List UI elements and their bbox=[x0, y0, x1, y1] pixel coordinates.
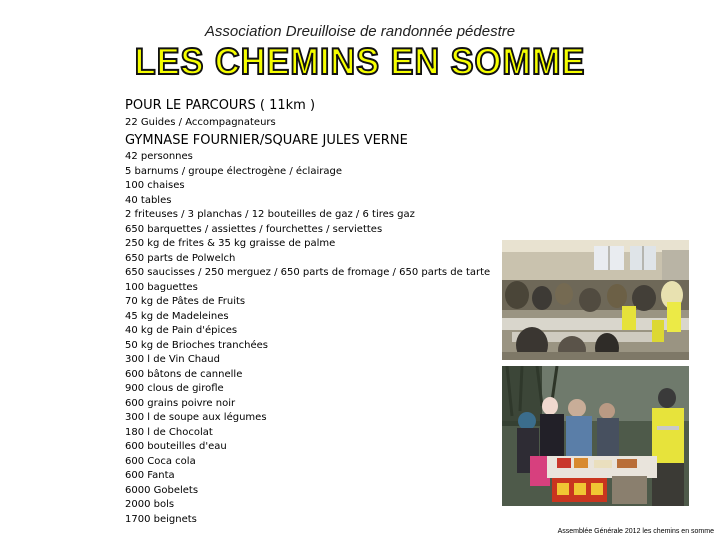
list-item: 600 bâtons de cannelle bbox=[125, 368, 243, 380]
list-item: 40 kg de Pain d'épices bbox=[125, 325, 238, 337]
list-item: 100 chaises bbox=[125, 180, 185, 192]
list-item: 2000 bols bbox=[125, 499, 175, 511]
list-item: 300 l de soupe aux légumes bbox=[125, 412, 267, 424]
footer-caption: Assemblée Générale 2012 les chemins en somme bbox=[557, 528, 714, 535]
refreshment-stand-photo bbox=[502, 366, 689, 506]
list-item: 600 bouteilles d'eau bbox=[125, 441, 227, 453]
guides-count: 22 Guides / Accompagnateurs bbox=[125, 117, 276, 128]
list-item: 600 Fanta bbox=[125, 470, 175, 482]
section-heading-gymnase: GYMNASE FOURNIER/SQUARE JULES VERNE bbox=[125, 133, 408, 149]
list-item: 70 kg de Pâtes de Fruits bbox=[125, 296, 246, 308]
list-item: 5 barnums / groupe électrogène / éclairage bbox=[125, 165, 342, 177]
content-block bbox=[125, 98, 495, 527]
list-item: 50 kg de Brioches tranchées bbox=[125, 339, 268, 351]
list-item: 600 grains poivre noir bbox=[125, 397, 236, 409]
list-item: 1700 beignets bbox=[125, 513, 197, 525]
list-item: 650 saucisses / 250 merguez / 650 parts de fromage / 650 parts de tarte bbox=[125, 267, 491, 279]
list-item: 2 friteuses / 3 planchas / 12 bouteilles de gaz / 6 tires gaz bbox=[125, 209, 415, 221]
list-item: 300 l de Vin Chaud bbox=[125, 354, 220, 366]
list-item: 180 l de Chocolat bbox=[125, 426, 213, 438]
list-item: 6000 Gobelets bbox=[125, 484, 199, 496]
list-item: 650 barquettes / assiettes / fourchettes / serviettes bbox=[125, 223, 383, 235]
list-item: 600 Coca cola bbox=[125, 455, 196, 467]
list-item: 250 kg de frites & 35 kg graisse de palme bbox=[125, 238, 336, 250]
list-item: 100 baguettes bbox=[125, 281, 198, 293]
supplies-list bbox=[125, 150, 495, 527]
gymnasium-photo bbox=[502, 240, 689, 360]
list-item: 40 tables bbox=[125, 194, 172, 206]
association-subtitle: Association Dreuilloise de randonnée pédestre bbox=[204, 23, 516, 40]
section-heading-parcours: POUR LE PARCOURS ( 11km ) bbox=[125, 98, 316, 113]
list-item: 45 kg de Madeleines bbox=[125, 310, 229, 322]
list-item: 900 clous de girofle bbox=[125, 383, 224, 395]
list-item: 650 parts de Polwelch bbox=[125, 252, 236, 264]
list-item: 42 personnes bbox=[125, 151, 193, 163]
page-title: LES CHEMINS EN SOMME bbox=[134, 41, 586, 82]
